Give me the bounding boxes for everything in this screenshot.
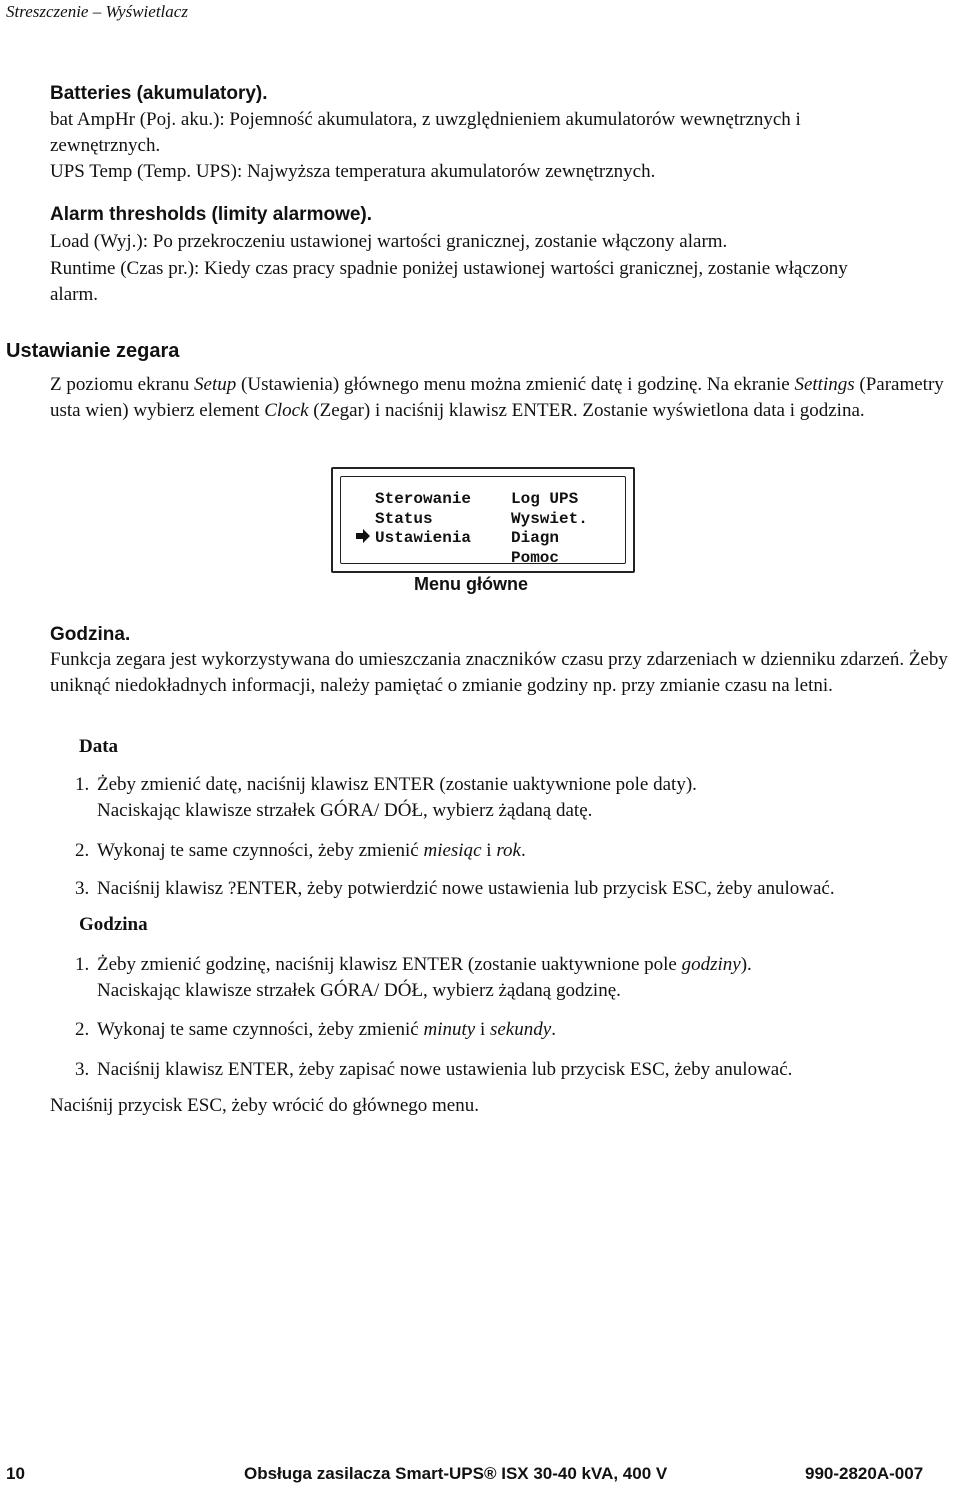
data-step-2-text: [97, 838, 526, 864]
godzina-step-2-text-a: Wykonaj te same czynności, żeby zmienić: [97, 1019, 424, 1040]
godzina-heading: Godzina.: [50, 624, 131, 645]
clock-text-clock: Clock: [264, 400, 309, 421]
data-step-3-text: Naciśnij klawisz ?ENTER, żeby potwierdzić nowe ustawienia lub przycisk ESC, żeby anulować.: [97, 878, 835, 899]
godzina-step-3-text: Naciśnij klawisz ENTER, żeby zapisać nowe ustawienia lub przycisk ESC, żeby anulować.: [97, 1059, 793, 1080]
data-step-2-text-c: .: [520, 840, 526, 861]
selection-arrow-icon: [355, 528, 371, 544]
data-step-2-text-b: i: [481, 840, 497, 861]
lcd-item-wyswiet: Wyswiet.: [511, 510, 588, 528]
data-step-2-month: miesiąc: [423, 840, 482, 861]
data-step-1-number: 1.: [75, 774, 90, 795]
batteries-line-1: bat AmpHr (Poj. aku.): Pojemność akumulatora, z uwzględnieniem akumulatorów wewnętrznych i: [50, 109, 801, 130]
lcd-screen: [340, 476, 626, 567]
alarm-runtime-line-1: Runtime (Czas pr.): Kiedy czas pracy spadnie poniżej ustawionej wartości granicznej, zostanie włączony: [50, 258, 848, 279]
footer-title: Obsługa zasilacza Smart-UPS® ISX 30-40 kVA, 400 V: [244, 1464, 668, 1483]
page-number: 10: [6, 1464, 25, 1483]
data-subheading: Data: [79, 736, 119, 757]
data-step-1-line-1: Żeby zmienić datę, naciśnij klawisz ENTER (zostanie uaktywnione pole daty).: [97, 774, 697, 795]
lcd-caption: Menu główne: [414, 574, 528, 594]
batteries-line-2: zewnętrznych.: [50, 135, 161, 156]
godzina-step-2-text: [97, 1017, 556, 1043]
clock-text-c: (Parametry usta wien) wybierz element: [50, 374, 944, 421]
lcd-item-ustawienia: Ustawienia: [375, 529, 472, 547]
lcd-item-diagn: Diagn: [511, 529, 560, 547]
final-instruction: Naciśnij przycisk ESC, żeby wrócić do głównego menu.: [50, 1095, 479, 1116]
godzina-step-1-hours: godziny: [681, 954, 741, 975]
godzina-subheading: Godzina: [79, 914, 148, 935]
lcd-display: [331, 467, 635, 573]
data-step-1-line-2: Naciskając klawisze strzałek GÓRA/ DÓŁ, wybierz żądaną datę.: [97, 800, 593, 821]
clock-text-d: (Zegar) i naciśnij klawisz ENTER. Zostanie wyświetlona data i godzina.: [308, 400, 865, 421]
page-footer: [0, 1464, 960, 1486]
clock-section-heading: Ustawianie zegara: [6, 340, 180, 362]
clock-text-a: Z poziomu ekranu: [50, 374, 195, 395]
godzina-step-2-minutes: minuty: [423, 1019, 476, 1040]
batteries-heading: Batteries (akumulatory).: [50, 83, 268, 104]
godzina-step-2-text-c: .: [551, 1019, 556, 1040]
running-header: Streszczenie – Wyświetlacz: [6, 2, 188, 21]
lcd-item-log-ups: Log UPS: [511, 490, 579, 508]
clock-section-paragraph: [50, 372, 955, 424]
alarm-heading: Alarm thresholds (limity alarmowe).: [50, 204, 373, 225]
godzina-step-1-line-2: Naciskając klawisze strzałek GÓRA/ DÓŁ, wybierz żądaną godzinę.: [97, 980, 621, 1001]
godzina-step-2-number: 2.: [75, 1019, 90, 1040]
data-step-2-year: rok: [496, 840, 521, 861]
alarm-load-line: Load (Wyj.): Po przekroczeniu ustawionej wartości granicznej, zostanie włączony alarm.: [50, 231, 728, 252]
document-number: 990-2820A-007: [805, 1464, 924, 1483]
godzina-step-2-text-b: i: [475, 1019, 490, 1040]
godzina-step-1-text-a: Żeby zmienić godzinę, naciśnij klawisz ENTER (zostanie uaktywnione pole: [97, 954, 682, 975]
godzina-step-2-seconds: sekundy: [489, 1019, 552, 1040]
batteries-line-3: UPS Temp (Temp. UPS): Najwyższa temperatura akumulatorów zewnętrznych.: [50, 161, 656, 182]
godzina-step-1-text-b: ).: [740, 954, 752, 975]
lcd-item-sterowanie: Sterowanie: [375, 490, 472, 508]
godzina-step-3-number: 3.: [75, 1059, 90, 1080]
lcd-item-status: Status: [375, 510, 433, 528]
godzina-step-1-line-1: [97, 952, 752, 978]
godzina-paragraph: Funkcja zegara jest wykorzystywana do umieszczania znaczników czasu przy zdarzeniach w dzienniku zdarzeń. Żeby uniknąć niedokładnych informacji, należy pamiętać o zmianie godziny np. przy zmianie czasu na letni.: [50, 649, 948, 696]
lcd-item-pomoc: Pomoc: [511, 549, 560, 567]
alarm-runtime-line-2: alarm.: [50, 284, 99, 305]
clock-text-setup: Setup: [194, 374, 237, 395]
clock-text-b: (Ustawienia) głównego menu można zmienić datę i godzinę. Na ekranie: [236, 374, 795, 395]
data-step-2-number: 2.: [75, 840, 90, 861]
godzina-step-1-number: 1.: [75, 954, 90, 975]
data-step-3-number: 3.: [75, 878, 90, 899]
data-step-2-text-a: Wykonaj te same czynności, żeby zmienić: [97, 840, 424, 861]
clock-text-settings: Settings: [794, 374, 855, 395]
